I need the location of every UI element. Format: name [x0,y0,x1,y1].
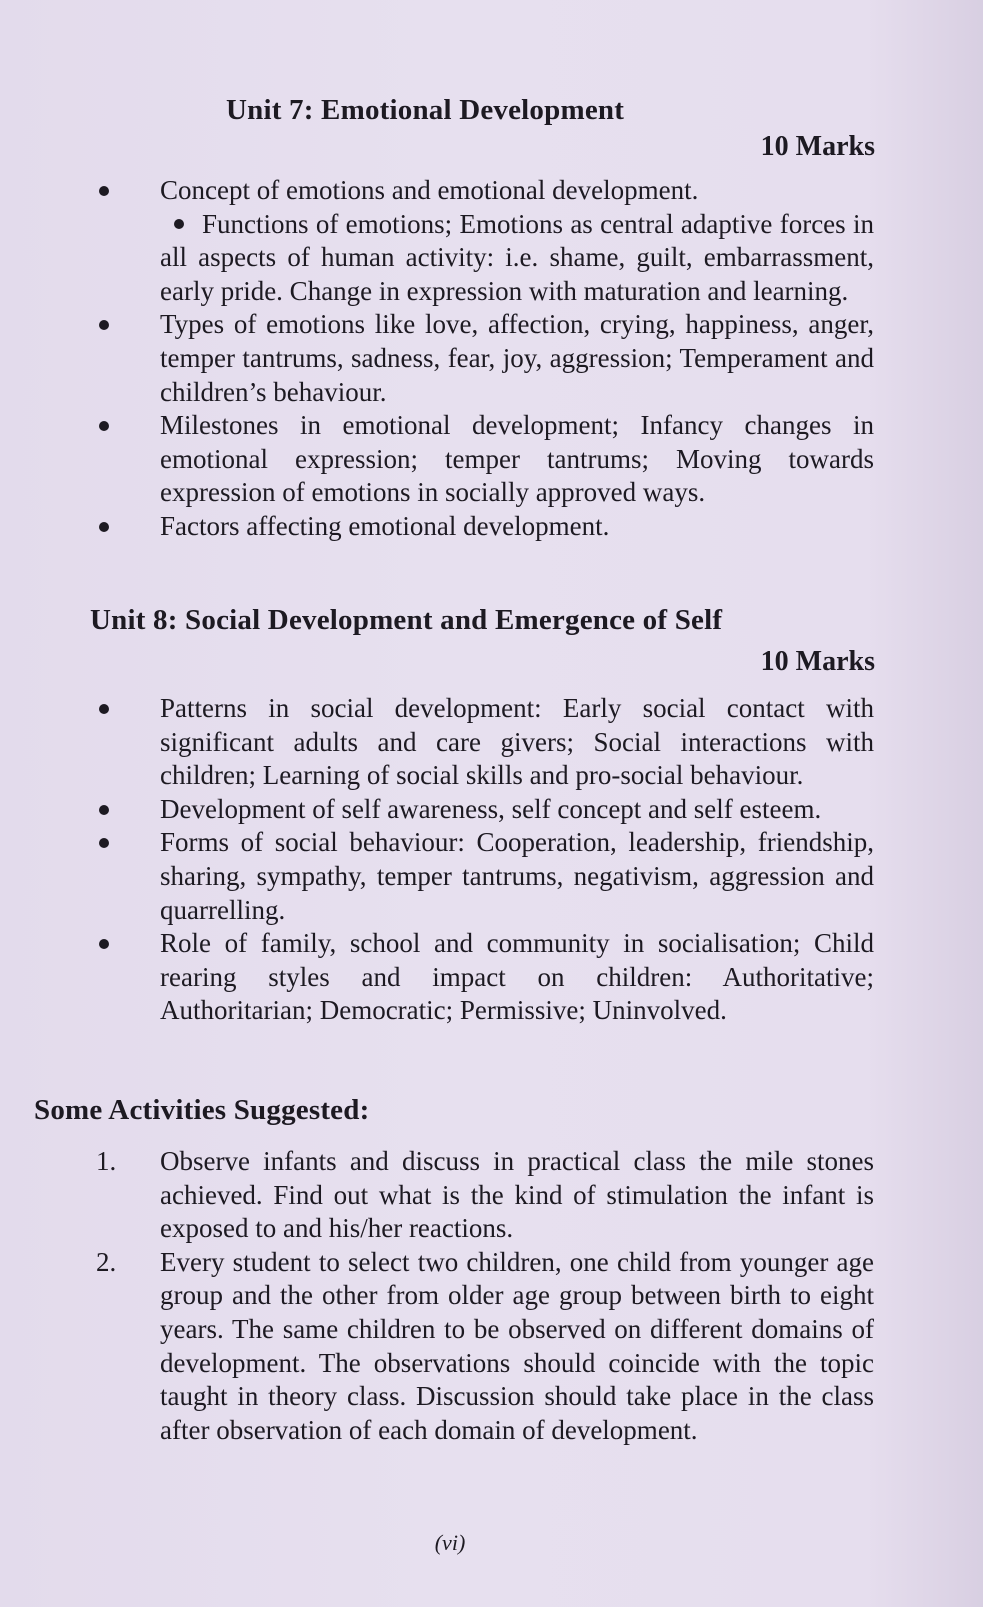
unit-7-marks: 10 Marks [760,131,875,162]
list-item [94,1246,874,1448]
list-item [94,793,874,827]
list-item-text: Types of emotions like love, affection, crying, happiness, anger, temper tantrums, sadness, fear, joy, aggression; Temperament and children’s behaviour. [160,309,874,407]
unit-8-marks: 10 Marks [760,646,875,677]
list-item [94,409,874,510]
list-item [94,826,874,927]
activities-title: Some Activities Suggested: [34,1094,370,1126]
bullet-icon [99,704,109,714]
bullet-icon [99,522,109,532]
unit-7-title: Unit 7: Emotional Development [226,94,625,126]
bullet-icon [99,186,109,196]
list-item-text: Patterns in social development: Early social contact with significant adults and care givers; Social interactions with children; Learning of social skills and pro-social behaviour. [160,693,874,791]
list-item [94,174,874,208]
bullet-icon [99,805,109,815]
list-item-text: Concept of emotions and emotional development. [160,175,699,205]
unit-7-list [94,174,874,544]
activities-list [94,1145,874,1447]
page-number: (vi) [434,1530,466,1555]
unit-8-title: Unit 8: Social Development and Emergence of Self [90,604,723,636]
list-item [94,1145,874,1246]
bullet-icon [99,838,109,848]
unit-8-list [94,692,874,1028]
list-item [94,208,874,309]
bullet-icon [99,320,109,330]
list-item-text: Every student to select two children, one child from younger age group and the other from older age group between birth to eight years. The same children to be observed on different domains of development. The observations should coincide with the topic taught in theory class. Discussion should take place in the class after observation of each domain of development. [160,1246,874,1445]
list-item [94,510,874,544]
list-item-text: Functions of emotions; Emotions as central adaptive forces in all aspects of human activity: i.e. shame, guilt, embarrassment, early pride. Change in expression with maturation and learning. [160,208,874,306]
list-item-text: Development of self awareness, self concept and self esteem. [160,793,822,824]
item-number: 2. [96,1246,117,1277]
list-item-text: Milestones in emotional development; Infancy changes in emotional expression; temper tantrums; Moving towards expression of emotions in socially approved ways. [160,410,874,508]
item-number: 1. [96,1146,117,1176]
list-item [94,927,874,1028]
bullet-icon [99,939,109,949]
list-item-text: Role of family, school and community in socialisation; Child rearing styles and impact on children: Authoritative; Authoritarian; Democratic; Permissive; Uninvolved. [160,928,874,1026]
list-item-text: Forms of social behaviour: Cooperation, leadership, friendship, sharing, sympathy, temper tantrums, negativism, aggression and quarrelling. [160,827,874,925]
list-item-text: Observe infants and discuss in practical class the mile stones achieved. Find out what is the kind of stimulation the infant is exposed to and his/her reactions. [160,1146,874,1244]
bullet-icon [99,421,109,431]
bullet-icon [174,219,184,229]
list-item-text: Factors affecting emotional development. [160,510,610,541]
list-item [94,308,874,409]
list-item [94,692,874,793]
